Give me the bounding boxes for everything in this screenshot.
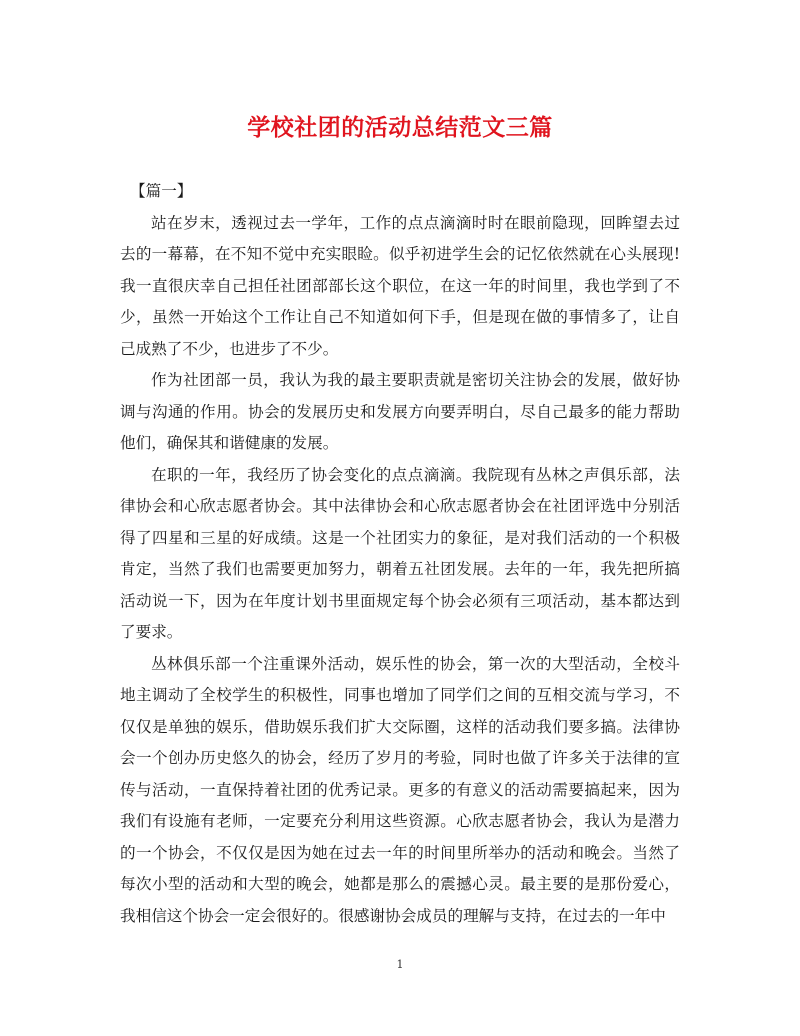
paragraph-4: 丛林俱乐部一个注重课外活动，娱乐性的协会，第一次的大型活动，全校斗地主调动了全校学生的积极性，同事也增加了同学们之间的互相交流与学习，不仅仅是单独的娱乐，借助娱乐我们扩大交际圈，这样的活动我们要多搞。法律协会一个创办历史悠久的协会，经历了岁月的考验，同时也做了许多关于法律的宣传与活动，一直保持着社团的优秀记录。更多的有意义的活动需要搞起来，因为我们有设施有老师，一定要充分利用这些资源。心欣志愿者协会，我认为是潜力的一个协会，不仅仅是因为她在过去一年的时间里所举办的活动和晚会。当然了每次小型的活动和大型的晚会，她都是那么的震撼心灵。最主要的是那份爱心，我相信这个协会一定会很好的。很感谢协会成员的理解与支持，在过去的一年中 (120, 654, 680, 925)
document-title: 学校社团的活动总结范文三篇 (247, 114, 553, 141)
paragraph-1: 站在岁末，透视过去一学年，工作的点点滴滴时时在眼前隐现，回眸望去过去的一幕幕，在不知不觉中充实眼睑。似乎初进学生会的记忆依然就在心头展现!我一直很庆幸自己担任社团部部长这个职位，在这一年的时间里，我也学到了不少，虽然一开始这个工作让自己不知道如何下手，但是现在做的事情多了，让自己成熟了不少，也进步了不少。 (120, 213, 680, 358)
document-body (120, 176, 680, 932)
paragraph-3: 在职的一年，我经历了协会变化的点点滴滴。我院现有丛林之声俱乐部，法律协会和心欣志愿者协会。其中法律协会和心欣志愿者协会在社团评选中分别活得了四星和三星的好成绩。这是一个社团实力的象征，是对我们活动的一个积极肯定，当然了我们也需要更加努力，朝着五社团发展。去年的一年，我先把所搞活动说一下，因为在年度计划书里面规定每个协会必须有三项活动，基本都达到了要求。 (120, 465, 680, 641)
paragraph-2: 作为社团部一员，我认为我的最主要职责就是密切关注协会的发展，做好协调与沟通的作用。协会的发展历史和发展方向要弄明白，尽自己最多的能力帮助他们，确保其和谐健康的发展。 (120, 371, 680, 452)
page-number: 1 (396, 958, 404, 971)
section-heading: 【篇一】 (130, 182, 193, 200)
